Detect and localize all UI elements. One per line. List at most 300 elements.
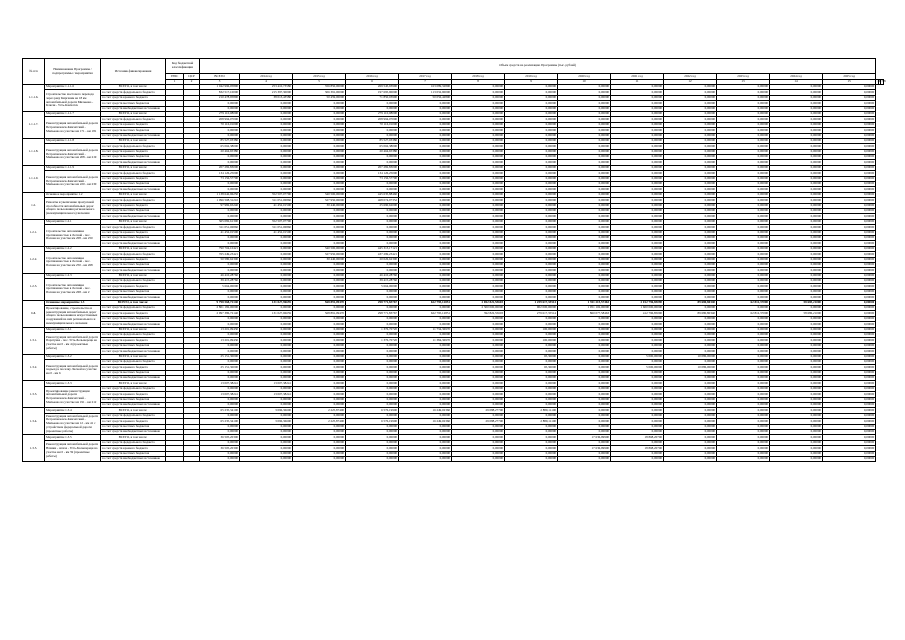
amount-cell: 0,00000 <box>717 90 770 95</box>
amount-cell: 0,00000 <box>664 111 717 116</box>
amount-cell: 0,00000 <box>399 295 452 300</box>
amount-cell: 0,00000 <box>823 408 876 413</box>
amount-cell: 0,00000 <box>664 106 717 111</box>
amount-cell: 0,00000 <box>823 262 876 267</box>
amount-cell: 311 051,06860 <box>240 225 293 230</box>
amount-cell: 0,00000 <box>717 133 770 138</box>
amount-cell: 0,00000 <box>452 128 505 133</box>
amount-cell: 0,00000 <box>611 155 664 160</box>
measure-description: Строительство автозимника протяженностью в Лесной - пос. Палана на участке км 250 - км 268 <box>45 252 101 274</box>
amount-cell: 340 500,00000 <box>293 192 346 197</box>
amount-cell: 0,00000 <box>823 424 876 429</box>
amount-cell: 0,00000 <box>558 117 611 122</box>
amount-cell: 0,00000 <box>293 230 346 235</box>
amount-cell: 29 088,27700 <box>452 408 505 413</box>
amount-cell: 46 410,28760 <box>200 273 240 278</box>
amount-cell: 0,00000 <box>823 101 876 106</box>
amount-cell: 2 225,87400 <box>293 408 346 413</box>
amount-cell: 0,00000 <box>505 225 558 230</box>
amount-cell: 568 891,09470 <box>293 300 346 305</box>
funding-source: за счет средств местных бюджетов <box>101 343 166 348</box>
amount-cell: 0,00000 <box>770 128 823 133</box>
amount-cell: 0,00000 <box>505 349 558 354</box>
amount-cell: 0,00000 <box>611 381 664 386</box>
amount-cell: 16 249,02360 <box>399 419 452 424</box>
funding-source: за счет средств местных бюджетов <box>101 451 166 456</box>
amount-cell: 0,00000 <box>505 101 558 106</box>
amount-cell: 0,00000 <box>770 85 823 90</box>
amount-cell: 0,00000 <box>770 381 823 386</box>
amount-cell: 0,00000 <box>452 122 505 127</box>
amount-cell: 0,00000 <box>293 370 346 375</box>
amount-cell: 0,00000 <box>399 322 452 327</box>
amount-cell: 0,00000 <box>611 187 664 192</box>
amount-cell: 0,00000 <box>293 338 346 343</box>
amount-cell: 0,00000 <box>293 117 346 122</box>
amount-cell: 0,00000 <box>293 187 346 192</box>
amount-cell: 0,00000 <box>240 122 293 127</box>
amount-cell: 0,00000 <box>399 440 452 445</box>
amount-cell: 0,00000 <box>505 90 558 95</box>
amount-cell: 73 156,57700 <box>200 176 240 181</box>
header-colnum: 16 <box>877 79 881 84</box>
amount-cell: 0,00000 <box>770 435 823 440</box>
amount-cell: 0,00000 <box>823 214 876 219</box>
amount-cell: 0,00000 <box>558 268 611 273</box>
row-index: 1.2.3. <box>23 273 45 300</box>
header-colnum: 17 <box>879 79 883 84</box>
amount-cell: 207 282,83000 <box>346 165 399 170</box>
amount-cell: 10 086,00000 <box>664 365 717 370</box>
header-colnum: 14 <box>770 80 823 85</box>
header-year: 2020 год <box>558 74 611 80</box>
amount-cell: 0,00000 <box>399 133 452 138</box>
amount-cell: 0,00000 <box>346 214 399 219</box>
amount-cell: 0,00000 <box>505 456 558 461</box>
amount-cell: 0,00000 <box>452 451 505 456</box>
amount-cell: 0,00000 <box>505 273 558 278</box>
amount-cell: 0,00000 <box>240 289 293 294</box>
amount-cell: 0,00000 <box>399 192 452 197</box>
amount-cell: 0,00000 <box>505 198 558 203</box>
header-source: Источник финансирования <box>101 59 166 85</box>
amount-cell: 0,00000 <box>505 208 558 213</box>
header-colnum: 4 <box>240 80 293 85</box>
amount-cell: 0,00000 <box>823 381 876 386</box>
amount-cell: 0,00000 <box>399 403 452 408</box>
amount-cell: 0,00000 <box>452 176 505 181</box>
amount-cell: 0,00000 <box>346 451 399 456</box>
amount-cell: 0,00000 <box>558 133 611 138</box>
amount-cell: 0,00000 <box>611 392 664 397</box>
amount-cell: 0,00000 <box>664 262 717 267</box>
amount-cell: 0,00000 <box>611 128 664 133</box>
amount-cell: 0,00000 <box>823 273 876 278</box>
amount-cell: 0,00000 <box>770 376 823 381</box>
amount-cell: 0,00000 <box>717 365 770 370</box>
amount-cell: 0,00000 <box>293 306 346 311</box>
header-csr: ЦСР <box>184 74 200 80</box>
amount-cell: 0,00000 <box>240 273 293 278</box>
amount-cell: 0,00000 <box>452 376 505 381</box>
amount-cell: 0,00000 <box>770 198 823 203</box>
amount-cell: 0,00000 <box>823 225 876 230</box>
amount-cell: 197 695,90000 <box>346 90 399 95</box>
amount-cell: 0,00000 <box>240 332 293 337</box>
amount-cell: 0,00000 <box>611 214 664 219</box>
amount-cell: 253 410,73580 <box>240 85 293 90</box>
amount-cell: 0,00000 <box>558 354 611 359</box>
amount-cell: 0,00000 <box>293 376 346 381</box>
amount-cell: 0,00000 <box>611 386 664 391</box>
amount-cell: 0,00000 <box>452 424 505 429</box>
amount-cell: 0,00000 <box>717 440 770 445</box>
amount-cell: 0,00000 <box>452 160 505 165</box>
funding-source: за счет средств внебюджетных источников <box>101 106 166 111</box>
amount-cell: 0,00000 <box>505 203 558 208</box>
amount-cell: 0,00000 <box>770 230 823 235</box>
amount-cell: 269 545,93990 <box>346 85 399 90</box>
amount-cell: 0,00000 <box>664 419 717 424</box>
amount-cell: 0,00000 <box>558 214 611 219</box>
header-colnum: 8 <box>452 80 505 85</box>
amount-cell: 0,00000 <box>717 252 770 257</box>
amount-cell: 0,00000 <box>293 446 346 451</box>
amount-cell: 0,00000 <box>823 332 876 337</box>
amount-cell: 0,00000 <box>664 424 717 429</box>
amount-cell: 13 201,09430 <box>200 338 240 343</box>
amount-cell: 0,00000 <box>611 257 664 262</box>
amount-cell: 163 089,32800 <box>399 85 452 90</box>
amount-cell: 0,00000 <box>770 349 823 354</box>
amount-cell: 0,00000 <box>770 413 823 418</box>
amount-cell: 0,00000 <box>611 182 664 187</box>
amount-cell: 0,00000 <box>611 262 664 267</box>
amount-cell: 0,00000 <box>399 106 452 111</box>
amount-cell: 0,00000 <box>505 440 558 445</box>
amount-cell: 0,00000 <box>399 435 452 440</box>
measure-label: Мероприятие 1.3.5 <box>45 435 101 440</box>
header-year: 2024 год <box>770 74 823 80</box>
amount-cell: 0,00000 <box>200 214 240 219</box>
amount-cell: 0,00000 <box>558 187 611 192</box>
measure-description: Реконструкция автомобильной дороги Петропавловск-Камчатский - Мильково на участке км 171 - км 181 <box>45 117 101 139</box>
funding-source: ВСЕГО, в том числе: <box>101 273 166 278</box>
amount-cell: 0,00000 <box>717 187 770 192</box>
amount-cell: 0,00000 <box>770 284 823 289</box>
amount-cell: 0,00000 <box>664 338 717 343</box>
amount-cell: 0,00000 <box>558 386 611 391</box>
amount-cell: 0,00000 <box>611 403 664 408</box>
amount-cell: 0,00000 <box>717 117 770 122</box>
amount-cell: 0,00000 <box>717 419 770 424</box>
amount-cell: 0,00000 <box>770 289 823 294</box>
amount-cell: 860 077,58463 <box>558 311 611 316</box>
amount-cell: 0,00000 <box>717 230 770 235</box>
amount-cell: 0,00000 <box>293 440 346 445</box>
measure-label: Мероприятие 1.1.1.8 <box>45 138 101 143</box>
header-colnum: 7 <box>399 80 452 85</box>
amount-cell: 0,00000 <box>558 138 611 143</box>
amount-cell: 0,00000 <box>717 316 770 321</box>
amount-cell: 0,00000 <box>823 451 876 456</box>
amount-cell: 0,00000 <box>611 208 664 213</box>
amount-cell: 0,00000 <box>558 370 611 375</box>
amount-cell: 0,00000 <box>770 392 823 397</box>
amount-cell: 0,00000 <box>200 101 240 106</box>
amount-cell: 0,00000 <box>505 262 558 267</box>
amount-cell: 0,00000 <box>452 268 505 273</box>
header-year: 2018 год <box>452 74 505 80</box>
amount-cell: 39 415,28760 <box>200 279 240 284</box>
header-kbk: Код бюджетной классификации <box>166 59 200 74</box>
amount-cell: 0,00000 <box>664 316 717 321</box>
amount-cell: 0,00000 <box>770 155 823 160</box>
amount-cell: 0,00000 <box>823 419 876 424</box>
amount-cell: 0,00000 <box>505 424 558 429</box>
amount-cell: 0,00000 <box>823 295 876 300</box>
measure-label: Мероприятие 1.1.1.9 <box>45 165 101 170</box>
amount-cell: 0,00000 <box>399 208 452 213</box>
amount-cell: 207 282,83000 <box>200 165 240 170</box>
funding-source: ВСЕГО, в том числе: <box>101 192 166 197</box>
amount-cell: 0,00000 <box>346 332 399 337</box>
amount-cell: 0,00000 <box>558 155 611 160</box>
amount-cell: 0,00000 <box>611 456 664 461</box>
funding-source: за счет средств внебюджетных источников <box>101 214 166 219</box>
amount-cell: 0,00000 <box>823 133 876 138</box>
amount-cell: 0,00000 <box>823 117 876 122</box>
amount-cell: 0,00000 <box>200 289 240 294</box>
amount-cell: 0,00000 <box>717 424 770 429</box>
amount-cell: 0,00000 <box>505 235 558 240</box>
row-index: 1.1.1.8. <box>23 138 45 165</box>
amount-cell: 0,00000 <box>664 370 717 375</box>
amount-cell: 2 012 796,85090 <box>611 300 664 305</box>
amount-cell: 0,00000 <box>770 176 823 181</box>
funding-source: за счет средств местных бюджетов <box>101 182 166 187</box>
amount-cell: 0,00000 <box>823 155 876 160</box>
header-colnum: 12 <box>664 80 717 85</box>
amount-cell: 58 685,21000 <box>770 300 823 305</box>
amount-cell: 0,00000 <box>611 316 664 321</box>
amount-cell: 0,00000 <box>770 149 823 154</box>
amount-cell: 0,00000 <box>346 316 399 321</box>
amount-cell: 0,00000 <box>717 208 770 213</box>
amount-cell: 0,00000 <box>717 198 770 203</box>
amount-cell: 0,00000 <box>399 430 452 435</box>
amount-cell: 0,00000 <box>823 300 876 305</box>
amount-cell: 0,00000 <box>823 122 876 127</box>
amount-cell: 0,00000 <box>505 171 558 176</box>
amount-cell: 0,00000 <box>664 149 717 154</box>
amount-cell: 0,00000 <box>293 138 346 143</box>
amount-cell: 0,00000 <box>770 273 823 278</box>
amount-cell: 0,00000 <box>505 95 558 100</box>
amount-cell: 0,00000 <box>558 430 611 435</box>
amount-cell: 113 032,90000 <box>399 90 452 95</box>
amount-cell: 0,00000 <box>452 354 505 359</box>
amount-cell: 0,00000 <box>664 289 717 294</box>
amount-cell: 356 850,00000 <box>293 85 346 90</box>
amount-cell: 298 771,83767 <box>346 300 399 305</box>
amount-cell: 97 982,65240 <box>200 203 240 208</box>
header-total: ВСЕГО <box>200 74 240 80</box>
funding-source: ВСЕГО, в том числе: <box>101 111 166 116</box>
amount-cell: 0,00000 <box>558 176 611 181</box>
amount-cell: 36 505,20300 <box>200 435 240 440</box>
amount-cell: 0,00000 <box>399 122 452 127</box>
amount-cell: 0,00000 <box>505 289 558 294</box>
amount-cell: 0,00000 <box>717 182 770 187</box>
amount-cell: 13 201,09430 <box>200 327 240 332</box>
amount-cell: 0,00000 <box>293 343 346 348</box>
amount-cell: 0,00000 <box>240 370 293 375</box>
amount-cell: 0,00000 <box>611 230 664 235</box>
measure-label: Основное мероприятие 1.2 <box>45 192 101 197</box>
amount-cell: 0,00000 <box>399 128 452 133</box>
amount-cell: 70 116,01000 <box>200 122 240 127</box>
amount-cell: 0,00000 <box>664 408 717 413</box>
amount-cell: 0,00000 <box>664 279 717 284</box>
amount-cell: 0,00000 <box>664 252 717 257</box>
amount-cell: 29 088,27700 <box>452 419 505 424</box>
amount-cell: 0,00000 <box>558 397 611 402</box>
amount-cell: 279 617,35514 <box>505 311 558 316</box>
amount-cell: 0,00000 <box>558 230 611 235</box>
amount-cell: 0,00000 <box>240 138 293 143</box>
table-header <box>23 59 884 85</box>
amount-cell: 0,00000 <box>611 241 664 246</box>
amount-cell: 85 527,03380 <box>346 138 399 143</box>
amount-cell: 0,00000 <box>452 203 505 208</box>
amount-cell: 0,00000 <box>664 446 717 451</box>
funding-source: ВСЕГО, в том числе: <box>101 246 166 251</box>
amount-cell: 0,00000 <box>346 262 399 267</box>
amount-cell: 6 576,19900 <box>346 408 399 413</box>
amount-cell: 11 384,36970 <box>399 338 452 343</box>
amount-cell: 5 664,00000 <box>346 284 399 289</box>
funding-source: за счет средств федерального бюджета <box>101 144 166 149</box>
amount-cell: 62 812,37000 <box>717 300 770 305</box>
amount-cell: 790 704,10421 <box>200 246 240 251</box>
header-colnum: 15 <box>823 80 876 85</box>
amount-cell: 1 600 000,00000 <box>611 306 664 311</box>
amount-cell: 0,00000 <box>240 359 293 364</box>
amount-cell: 0,00000 <box>611 413 664 418</box>
amount-cell: 0,00000 <box>770 354 823 359</box>
amount-cell: 0,00000 <box>611 338 664 343</box>
header-num: № п/п <box>23 59 45 85</box>
amount-cell: 0,00000 <box>558 376 611 381</box>
amount-cell: 0,00000 <box>664 144 717 149</box>
amount-cell: 0,00000 <box>558 332 611 337</box>
amount-cell: 0,00000 <box>399 359 452 364</box>
amount-cell: 0,00000 <box>558 456 611 461</box>
amount-cell: 0,00000 <box>399 289 452 294</box>
amount-cell: 0,00000 <box>293 149 346 154</box>
amount-cell: 0,00000 <box>664 381 717 386</box>
amount-cell: 0,00000 <box>399 397 452 402</box>
amount-cell: 0,00000 <box>770 295 823 300</box>
amount-cell: 0,00000 <box>240 295 293 300</box>
amount-cell: 0,00000 <box>452 138 505 143</box>
funding-source: за счет средств краевого бюджета <box>101 338 166 343</box>
amount-cell: 0,00000 <box>717 403 770 408</box>
funding-source: за счет средств местных бюджетов <box>101 289 166 294</box>
amount-cell: 0,00000 <box>717 435 770 440</box>
amount-cell: 0,00000 <box>200 155 240 160</box>
funding-source: за счет средств местных бюджетов <box>101 101 166 106</box>
amount-cell: 0,00000 <box>664 322 717 327</box>
amount-cell: 0,00000 <box>346 187 399 192</box>
amount-cell: 0,00000 <box>505 284 558 289</box>
amount-cell: 0,00000 <box>505 257 558 262</box>
amount-cell: 0,00000 <box>346 101 399 106</box>
amount-cell: 0,00000 <box>240 306 293 311</box>
funding-source: за счет средств федерального бюджета <box>101 386 166 391</box>
amount-cell: 1 042 996,05890 <box>200 85 240 90</box>
amount-cell: 0,00000 <box>452 322 505 327</box>
amount-cell: 0,00000 <box>452 246 505 251</box>
amount-cell: 0,00000 <box>452 235 505 240</box>
amount-cell: 0,00000 <box>452 456 505 461</box>
amount-cell: 0,00000 <box>452 144 505 149</box>
amount-cell: 0,00000 <box>346 403 399 408</box>
amount-cell: 0,00000 <box>611 165 664 170</box>
measure-label: Основное мероприятие 1.3 <box>45 300 101 305</box>
amount-cell: 0,00000 <box>240 327 293 332</box>
amount-cell: 0,00000 <box>823 160 876 165</box>
amount-cell: 0,00000 <box>823 349 876 354</box>
funding-source: ВСЕГО, в том числе: <box>101 354 166 359</box>
amount-cell: 0,00000 <box>240 403 293 408</box>
amount-cell: 0,00000 <box>664 284 717 289</box>
amount-cell: 0,00000 <box>558 440 611 445</box>
measure-description: Реконструкция автомобильной дороги подъезд к поселку Лесной на участке км 0 - км 6 <box>45 359 101 381</box>
amount-cell: 20 464,65380 <box>346 149 399 154</box>
amount-cell: 17 636,99900 <box>558 435 611 440</box>
amount-cell: 392 822,55603 <box>452 311 505 316</box>
header-grbs: ГРБС <box>166 74 184 80</box>
amount-cell: 0,00000 <box>240 435 293 440</box>
amount-cell: 0,00000 <box>823 176 876 181</box>
amount-cell: 0,00000 <box>611 370 664 375</box>
amount-cell: 0,00000 <box>399 451 452 456</box>
amount-cell: 0,00000 <box>664 327 717 332</box>
amount-cell: 0,00000 <box>717 106 770 111</box>
amount-cell: 0,00000 <box>664 440 717 445</box>
amount-cell: 0,00000 <box>505 219 558 224</box>
amount-cell: 0,00000 <box>452 403 505 408</box>
amount-cell: 20 026,62300 <box>346 257 399 262</box>
funding-source: за счет средств внебюджетных источников <box>101 403 166 408</box>
amount-cell: 0,00000 <box>717 257 770 262</box>
amount-cell: 412 796,85090 <box>611 311 664 316</box>
amount-cell: 0,00000 <box>452 111 505 116</box>
amount-cell: 0,00000 <box>240 446 293 451</box>
amount-cell: 0,00000 <box>611 144 664 149</box>
amount-cell: 0,00000 <box>200 430 240 435</box>
amount-cell: 0,00000 <box>611 133 664 138</box>
funding-source: за счет средств внебюджетных источников <box>101 268 166 273</box>
amount-cell: 208 994,07000 <box>200 117 240 122</box>
amount-cell: 0,00000 <box>717 284 770 289</box>
amount-cell: 39 415,28760 <box>346 279 399 284</box>
amount-cell: 0,00000 <box>823 90 876 95</box>
amount-cell: 0,00000 <box>505 117 558 122</box>
amount-cell: 0,00000 <box>505 451 558 456</box>
